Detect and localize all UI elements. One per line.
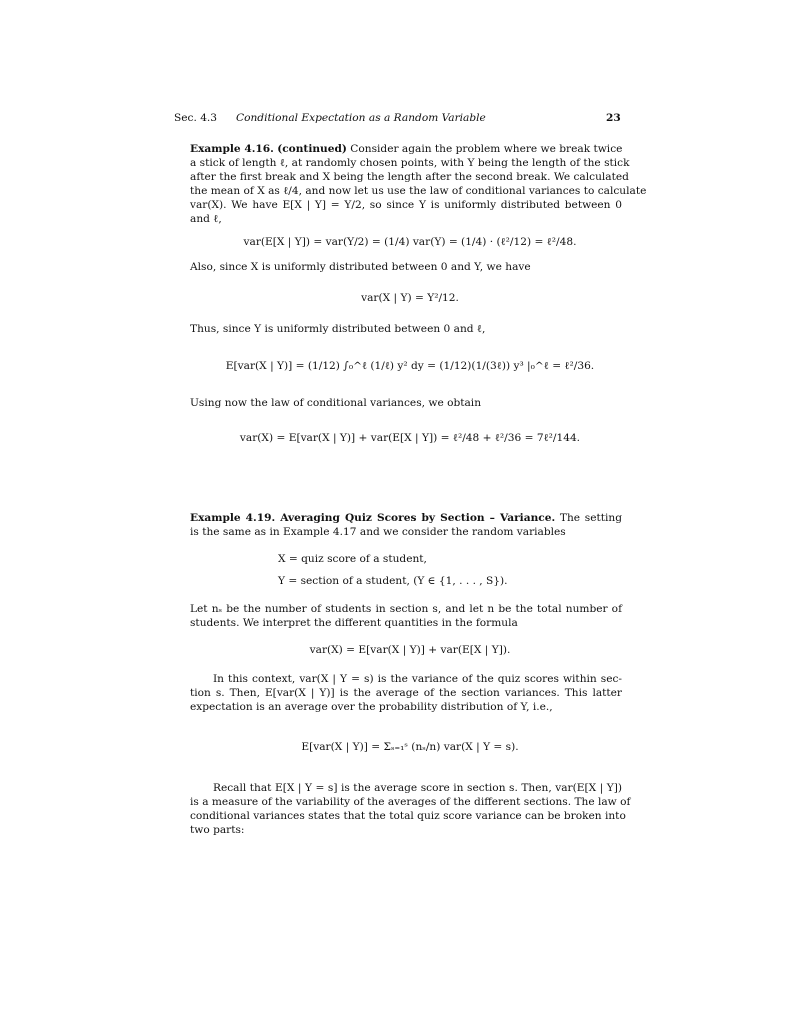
definition-x: X = quiz score of a student, bbox=[278, 553, 427, 565]
example-419-line-1 bbox=[190, 512, 622, 525]
example-419-line-5: In this context, var(X | Y = s) is the variance of the quiz scores within sec- bbox=[213, 673, 622, 685]
example-419-text: The setting bbox=[559, 512, 622, 524]
example-416-line-1 bbox=[190, 143, 622, 156]
equation-total-variance: var(X) = E[var(X | Y)] + var(E[X | Y]) = ℓ²/48 + ℓ²/36 = 7ℓ²/144. bbox=[239, 432, 581, 444]
equation-var-conditional-mean: var(E[X | Y]) = var(Y/2) = (1/4) var(Y) = (1/4) · (ℓ²/12) = ℓ²/48. bbox=[243, 236, 577, 248]
example-416-text: Consider again the problem where we break twice bbox=[350, 143, 623, 155]
example-416-text-2: Also, since X is uniformly distributed between 0 and Y, we have bbox=[190, 261, 531, 273]
example-419-line-10: conditional variances states that the total quiz score variance can be broken into bbox=[190, 810, 626, 822]
example-419-line-7: expectation is an average over the probability distribution of Y, i.e., bbox=[190, 701, 553, 713]
example-416-line-5: var(X). We have E[X | Y] = Y/2, so since Y is uniformly distributed between 0 bbox=[190, 199, 622, 211]
example-416-line-6: and ℓ, bbox=[190, 213, 222, 225]
example-419-line-9: is a measure of the variability of the averages of the different sections. The law of bbox=[190, 796, 631, 808]
example-416-text-4: Using now the law of conditional variances, we obtain bbox=[190, 397, 482, 409]
equation-average-section-variances: E[var(X | Y)] = Σₛ₌₁ˢ (nₛ/n) var(X | Y = s). bbox=[301, 741, 519, 753]
example-419-line-8: Recall that E[X | Y = s] is the average score in section s. Then, var(E[X | Y]) bbox=[213, 782, 622, 794]
example-419-line-11: two parts: bbox=[190, 824, 245, 836]
example-419-line-2: is the same as in Example 4.17 and we consider the random variables bbox=[190, 526, 566, 538]
equation-expected-conditional-variance: E[var(X | Y)] = (1/12) ∫₀^ℓ (1/ℓ) y² dy = (1/12)(1/(3ℓ)) y³ |₀^ℓ = ℓ²/36. bbox=[225, 360, 595, 372]
example-416-label: Example 4.16. bbox=[190, 143, 274, 155]
example-416-line-4: the mean of X as ℓ/4, and now let us use the law of conditional variances to calculate bbox=[190, 185, 647, 197]
equation-conditional-variance: var(X | Y) = Y²/12. bbox=[361, 292, 459, 304]
running-head-section: Sec. 4.3 bbox=[174, 112, 218, 124]
running-head-title: Conditional Expectation as a Random Variable bbox=[236, 112, 486, 124]
example-416-line-3: after the first break and X being the length after the second break. We calculated bbox=[190, 171, 629, 183]
example-419-line-6: tion s. Then, E[var(X | Y)] is the average of the section variances. This latter bbox=[190, 687, 622, 699]
example-419-line-4: students. We interpret the different quantities in the formula bbox=[190, 617, 518, 629]
example-416-line-2: a stick of length ℓ, at randomly chosen points, with Y being the length of the stick bbox=[190, 157, 630, 169]
equation-law-of-conditional-variances: var(X) = E[var(X | Y)] + var(E[X | Y]). bbox=[309, 644, 511, 656]
example-419-line-3: Let nₛ be the number of students in section s, and let n be the total number of bbox=[190, 603, 622, 615]
definition-y: Y = section of a student, (Y ∈ {1, . . . , S}). bbox=[278, 575, 508, 587]
example-416-qualifier: (continued) bbox=[277, 143, 347, 155]
example-419-label: Example 4.19. Averaging Quiz Scores by Section – Variance. bbox=[190, 512, 556, 524]
page-number: 23 bbox=[606, 112, 621, 124]
example-416-text-3: Thus, since Y is uniformly distributed between 0 and ℓ, bbox=[190, 323, 486, 335]
